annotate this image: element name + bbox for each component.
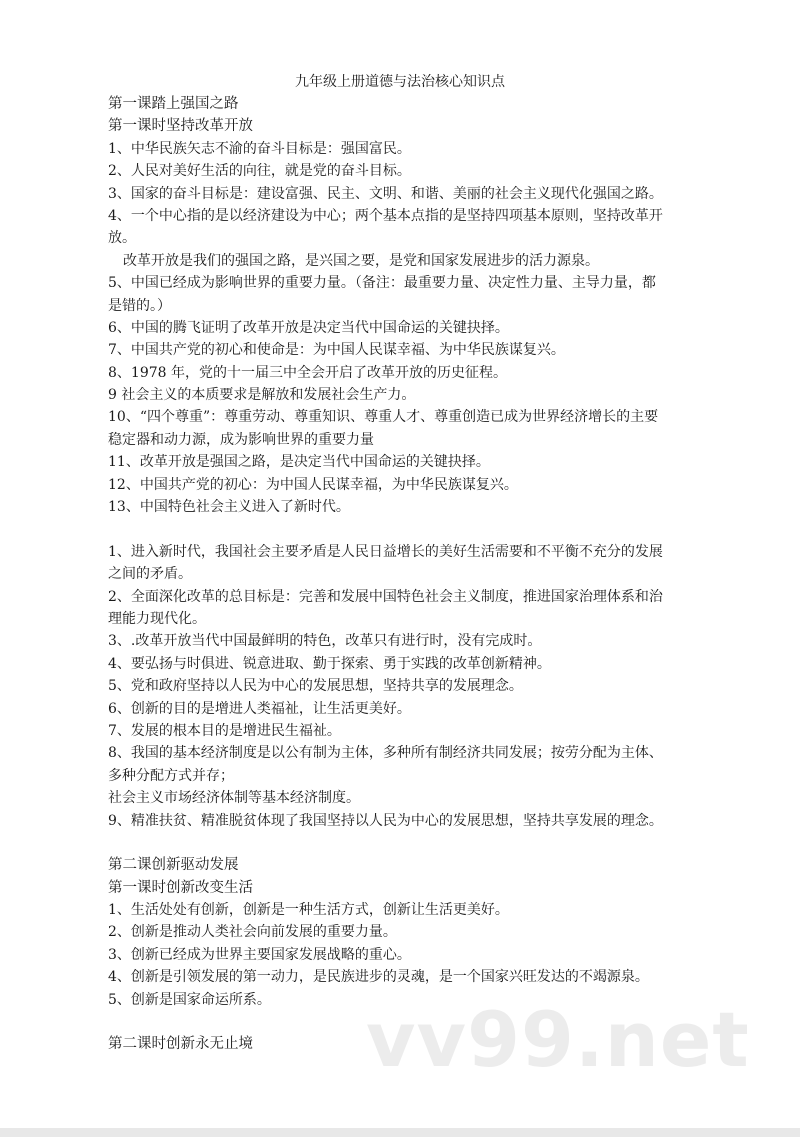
text-line: 改革开放是我们的强国之路，是兴国之要，是党和国家发展进步的活力源泉。: [123, 252, 599, 269]
text-line: 11、改革开放是强国之路，是决定当代中国命运的关键抉择。: [108, 454, 490, 471]
section-heading: 第一课时坚持改革开放: [108, 118, 253, 135]
text-line: 12、中国共产党的初心：为中国人民谋幸福，为中华民族谋复兴。: [108, 476, 518, 493]
text-line: 6、创新的目的是增进人类福祉，让生活更美好。: [108, 700, 411, 717]
text-line: 7、发展的根本目的是增进民生福祉。: [108, 722, 341, 739]
text-line: 9 社会主义的本质要求是解放和发展社会生产力。: [108, 387, 416, 404]
text-line: 8、我国的基本经济制度是以公有制为主体，多种所有制经济共同发展；按劳分配为主体、: [108, 745, 663, 762]
text-line: 理能力现代化。: [108, 610, 206, 627]
text-line: 1、进入新时代，我国社会主要矛盾是人民日益增长的美好生活需要和不平衡不充分的发展: [108, 543, 663, 560]
text-line: 2、全面深化改革的总目标是：完善和发展中国特色社会主义制度，推进国家治理体系和治: [108, 588, 663, 605]
text-line: 2、人民对美好生活的向往，就是党的奋斗目标。: [108, 163, 411, 180]
text-line: 9、精准扶贫、精准脱贫体现了我国坚持以人民为中心的发展思想，坚持共享发展的理念。: [108, 812, 663, 829]
text-line: 3、国家的奋斗目标是：建设富强、民主、文明、和谐、美丽的社会主义现代化强国之路。: [108, 185, 663, 202]
section-heading: 第一课踏上强国之路: [108, 96, 239, 112]
text-line: 3、创新已经成为世界主要国家发展战略的重心。: [108, 946, 411, 963]
section-heading: 第二课时创新永无止境: [108, 1036, 253, 1053]
text-line: 6、中国的腾飞证明了改革开放是决定当代中国命运的关键抉择。: [108, 319, 509, 336]
text-line: 5、创新是国家命运所系。: [108, 991, 271, 1008]
text-line: 多种分配方式并存；: [108, 767, 234, 784]
text-line: 1、生活处处有创新，创新是一种生活方式，创新让生活更美好。: [108, 902, 509, 919]
section-heading: 第一课时创新改变生活: [108, 879, 253, 896]
text-line: 5、党和政府坚持以人民为中心的发展思想，坚持共享的发展理念。: [108, 678, 523, 695]
document-body: [108, 93, 698, 1056]
blank-line: [108, 832, 698, 854]
text-line: 稳定器和动力源，成为影响世界的重要力量: [108, 431, 374, 448]
text-line: 5、中国已经成为影响世界的重要力量。（备注：最重要力量、决定性力量、主导力量，都: [108, 275, 656, 292]
text-line: 4、一个中心指的是以经济建设为中心；两个基本点指的是坚持四项基本原则，坚持改革开: [108, 207, 663, 224]
watermark-logo: vv99.net: [366, 995, 750, 1084]
text-line: 8、1978 年，党的十一届三中全会开启了改革开放的历史征程。: [108, 364, 507, 381]
text-line: 社会主义市场经济体制等基本经济制度。: [108, 790, 360, 807]
text-line: 4、创新是引领发展的第一动力，是民族进步的灵魂，是一个国家兴旺发达的不竭源泉。: [108, 969, 649, 986]
text-line: 7、中国共产党的初心和使命是：为中国人民谋幸福、为中华民族谋复兴。: [108, 342, 565, 359]
text-line: 之间的矛盾。: [108, 566, 192, 583]
document-title: 九年级上册道德与法治核心知识点: [295, 74, 505, 90]
text-line: 1、中华民族矢志不渝的奋斗目标是：强国富民。: [108, 140, 411, 157]
page-bottom-edge: [0, 1128, 800, 1137]
text-line: 4、要弘扬与时俱进、锐意进取、勤于探索、勇于实践的改革创新精神。: [108, 655, 551, 672]
text-line: 13、中国特色社会主义进入了新时代。: [108, 499, 350, 516]
text-line: 是错的。）: [108, 297, 171, 314]
section-heading: 第二课创新驱动发展: [108, 857, 239, 874]
text-line: 放。: [108, 230, 136, 247]
text-line: 10、“四个尊重”：尊重劳动、尊重知识、尊重人才、尊重创造已成为世界经济增长的主要: [108, 409, 659, 426]
text-line: 2、创新是推动人类社会向前发展的重要力量。: [108, 924, 397, 941]
blank-line: [108, 518, 698, 540]
text-line: 3、.改革开放当代中国最鲜明的特色，改革只有进行时，没有完成时。: [108, 633, 542, 650]
